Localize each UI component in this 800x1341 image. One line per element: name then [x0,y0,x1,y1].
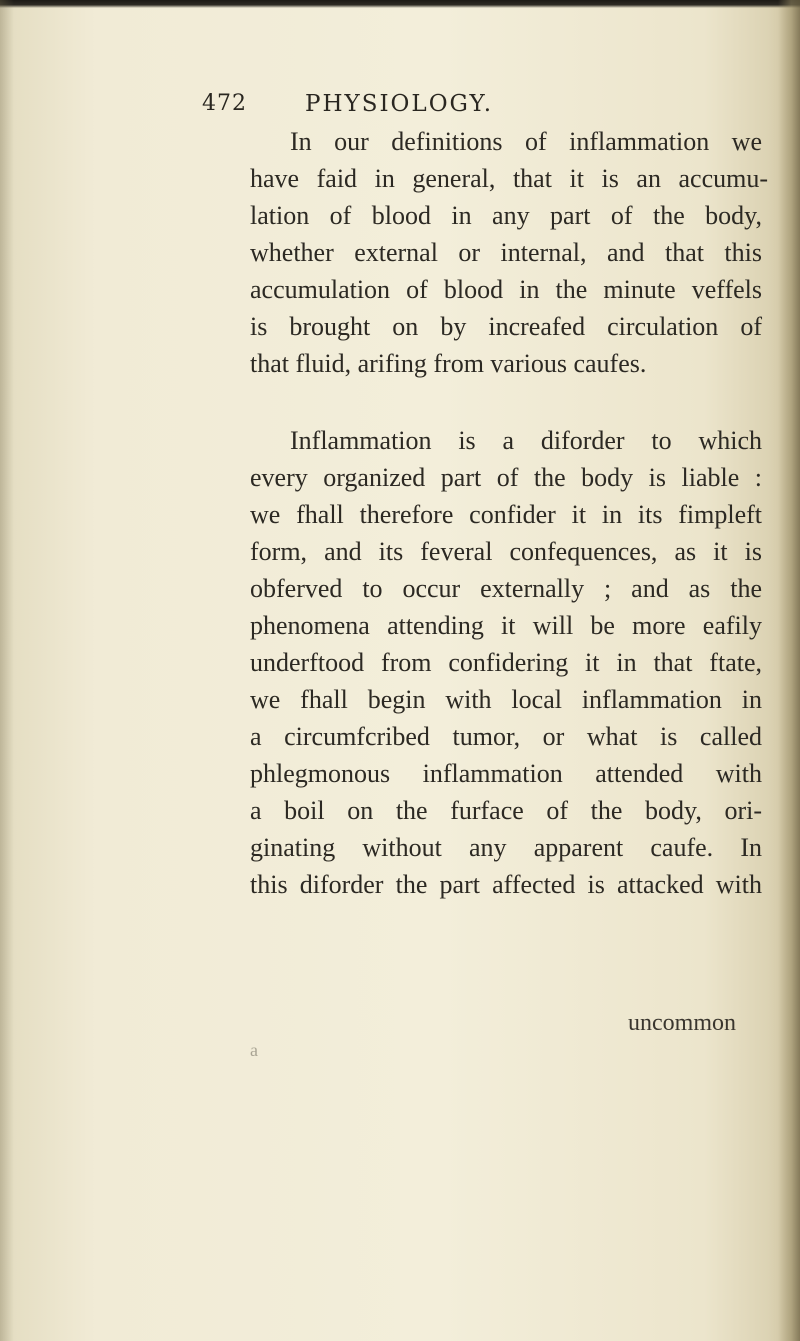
text-line: a circumfcribed tumor, or what is called [250,722,762,751]
text-line: ginating without any apparent caufe. In [250,833,762,862]
text-line: In our definitions of inflammation we [290,127,762,156]
text-line: whether external or internal, and that this [250,238,762,267]
gutter-shadow [0,0,14,1341]
text-line: we fhall therefore confider it in its fimpleft [250,500,762,529]
text-line: phenomena attending it will be more eafily [250,611,762,640]
text-line: obferved to occur externally ; and as the [250,574,762,603]
text-line: lation of blood in any part of the body, [250,201,762,230]
text-line: this diforder the part affected is attacked with [250,870,762,899]
text-line: phlegmonous inflammation attended with [250,759,762,788]
text-line: underftood from confidering it in that ftate, [250,648,762,677]
text-line: a boil on the furface of the body, ori- [250,796,762,825]
text-line: every organized part of the body is liable : [250,463,762,492]
text-line: form, and its feveral confequences, as it is [250,537,762,566]
page-number: 472 [202,91,247,116]
text-line: we fhall begin with local inflammation in [250,685,762,714]
page-edge-shadow [778,0,800,1341]
text-line: Inflammation is a diforder to which [290,426,762,455]
page-top-edge [0,0,800,8]
running-title: PHYSIOLOGY. [305,91,494,117]
text-line: is brought on by increafed circulation of [250,312,762,341]
text-line: have faid in general, that it is an accumu- [250,164,768,193]
catchword: uncommon [628,1010,736,1036]
text-line: accumulation of blood in the minute veffels [250,275,762,304]
signature-mark: a [250,1040,258,1060]
text-line: that fluid, arifing from various caufes. [250,349,647,378]
